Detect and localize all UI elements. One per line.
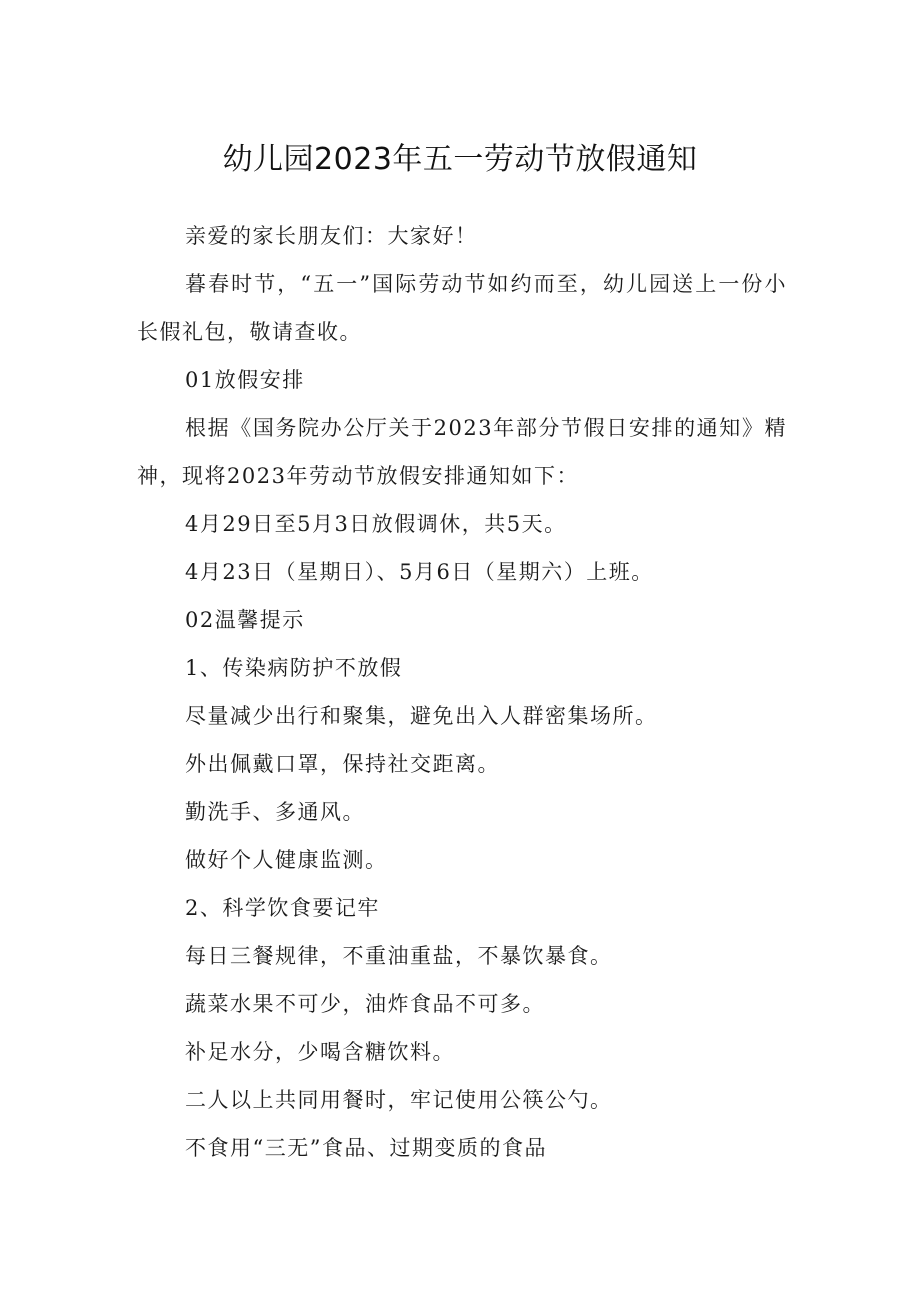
intro-paragraph: 暮春时节，“五一”国际劳动节如约而至，幼儿园送上一份小长假礼包，敬请查收。: [137, 272, 787, 344]
tip-item: 不食用“三无”食品、过期变质的食品: [185, 1136, 547, 1160]
tip-item: 尽量减少出行和聚集，避免出入人群密集场所。: [185, 704, 658, 728]
document-title: 幼儿园2023年五一劳动节放假通知: [222, 142, 698, 177]
subheading-healthy-diet: 2、科学饮食要记牢: [185, 896, 380, 920]
section-heading-holiday-schedule: 01放假安排: [185, 368, 305, 392]
tip-item: 补足水分，少喝含糖饮料。: [185, 1040, 455, 1064]
subheading-disease-prevention: 1、传染病防护不放假: [185, 656, 403, 680]
holiday-dates-paragraph: 4月29日至5月3日放假调休，共5天。: [185, 512, 567, 536]
section-heading-tips: 02温馨提示: [185, 608, 305, 632]
schedule-basis-paragraph: 根据《国务院办公厅关于2023年部分节假日安排的通知》精神，现将2023年劳动节放假安排通知如下：: [137, 416, 787, 488]
tip-item: 做好个人健康监测。: [185, 848, 388, 872]
tip-item: 每日三餐规律，不重油重盐，不暴饮暴食。: [185, 944, 613, 968]
greeting-paragraph: 亲爱的家长朋友们：大家好！: [185, 224, 478, 248]
tip-item: 外出佩戴口罩，保持社交距离。: [185, 752, 500, 776]
tip-item: 蔬菜水果不可少，油炸食品不可多。: [185, 992, 545, 1016]
workday-dates-paragraph: 4月23日（星期日）、5月6日（星期六）上班。: [185, 560, 654, 584]
tip-item: 二人以上共同用餐时，牢记使用公筷公勺。: [185, 1088, 613, 1112]
tip-item: 勤洗手、多通风。: [185, 800, 365, 824]
document-body: [137, 212, 787, 1172]
